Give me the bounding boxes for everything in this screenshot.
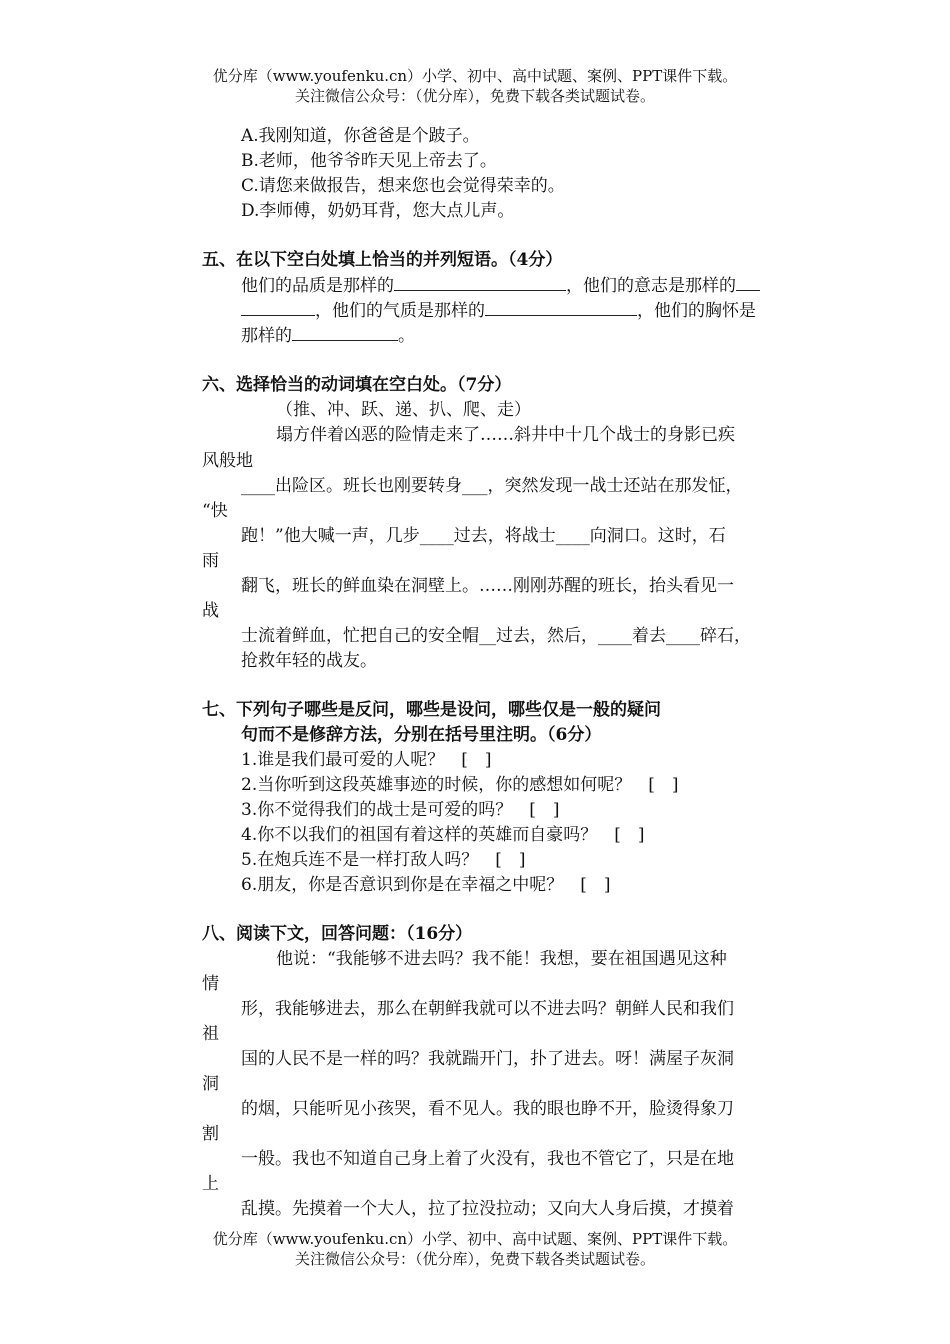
section-7-title-cont: 句而不是修辞方法，分别在括号里注明。（6分） (241, 725, 602, 745)
s8-wrap-char: 割 (202, 1124, 219, 1144)
s7-question: 4.你不以我们的祖国有着这样的英雄而自豪吗？ [ ] (241, 825, 645, 845)
s6-wrap-char: “快 (202, 501, 228, 521)
s8-passage-line: 乱摸。先摸着一个大人，拉了拉没拉动；又向大人身后摸，才摸着 (241, 1199, 734, 1219)
s5-text: 。 (398, 326, 415, 346)
s6-passage-line: 抢救年轻的战友。 (241, 651, 377, 671)
section-5-title: 五、在以下空白处填上恰当的并列短语。（4分） (202, 250, 563, 270)
fill-blank-2b[interactable] (241, 299, 315, 316)
s6-wrap-char: 战 (202, 601, 219, 621)
s8-wrap-char: 情 (202, 974, 219, 994)
s8-passage-line: 的烟，只能听见小孩哭，看不见人。我的眼也睁不开，脸烫得象刀 (241, 1099, 734, 1119)
s6-passage-line: 翻飞，班长的鲜血染在洞壁上。……刚刚苏醒的班长，抬头看见一 (241, 576, 734, 596)
s7-question: 2.当你听到这段英雄事迹的时候，你的感想如何呢？ [ ] (241, 775, 679, 795)
fill-blank-2a[interactable] (736, 274, 760, 291)
s8-passage-line: 他说：“我能够不进去吗？我不能！我想，要在祖国遇见这种 (276, 949, 727, 969)
fill-blank-1[interactable] (394, 274, 566, 291)
s8-wrap-char: 洞 (202, 1074, 219, 1094)
s5-line-3 (241, 324, 415, 348)
s5-text: ，他们的气质是那样的 (315, 301, 485, 321)
s5-text: ，他们的意志是那样的 (566, 276, 736, 296)
section-6-title: 六、选择恰当的动词填在空白处。（7分） (202, 375, 512, 395)
header-line-1: 优分库（www.youfenku.cn）小学、初中、高中试题、案例、PPT课件下载。 (212, 67, 738, 85)
header-line-2: 关注微信公众号：（优分库），免费下载各类试题试卷。 (294, 87, 655, 105)
option-d: D.李师傅，奶奶耳背，您大点儿声。 (241, 201, 515, 221)
s7-question: 6.朋友，你是否意识到你是在幸福之中呢？ [ ] (241, 875, 611, 895)
s5-text: 那样的 (241, 326, 292, 346)
s6-passage-line: ____出险区。班长也刚要转身___，突然发现一战士还站在那发怔， (241, 476, 743, 496)
s8-passage-line: 国的人民不是一样的吗？我就踹开门，扑了进去。呀！满屋子灰洞 (241, 1049, 734, 1069)
s6-passage-line: 跑！”他大喊一声，几步____过去，将战士____向洞口。这时，石 (241, 526, 726, 546)
s6-verb-options: （推、冲、跃、递、扒、爬、走） (276, 400, 531, 420)
s7-question: 1.谁是我们最可爱的人呢？ [ ] (241, 750, 492, 770)
s8-wrap-char: 祖 (202, 1024, 219, 1044)
s6-wrap-char: 风般地 (202, 451, 253, 471)
footer-line-2: 关注微信公众号：（优分库），免费下载各类试题试卷。 (294, 1250, 655, 1268)
s8-passage-line: 形，我能够进去，那么在朝鲜我就可以不进去吗？朝鲜人民和我们 (241, 999, 734, 1019)
s6-wrap-char: 雨 (202, 551, 219, 571)
s5-line-2 (241, 299, 756, 323)
s5-line-1 (241, 274, 760, 298)
option-a: A.我刚知道，你爸爸是个跛子。 (241, 126, 480, 146)
s5-text: ，他们的胸怀是 (637, 301, 756, 321)
option-c: C.请您来做报告，想来您也会觉得荣幸的。 (241, 176, 565, 196)
s6-passage-line: 塌方伴着凶恶的险情走来了……斜井中十几个战士的身影已疾 (276, 425, 735, 445)
s5-text: 他们的品质是那样的 (241, 276, 394, 296)
option-b: B.老师，他爷爷昨天见上帝去了。 (241, 151, 497, 171)
s7-question: 3.你不觉得我们的战士是可爱的吗？ [ ] (241, 800, 560, 820)
s6-passage-line: 士流着鲜血，忙把自己的安全帽__过去，然后，____着去____碎石， (241, 626, 751, 646)
fill-blank-3[interactable] (485, 299, 637, 316)
s8-passage-line: 一般。我也不知道自己身上着了火没有，我也不管它了，只是在地 (241, 1149, 734, 1169)
section-8-title: 八、阅读下文，回答问题：（16分） (202, 924, 473, 944)
fill-blank-4[interactable] (292, 324, 398, 341)
s7-question: 5.在炮兵连不是一样打敌人吗？ [ ] (241, 850, 526, 870)
s8-wrap-char: 上 (202, 1174, 219, 1194)
section-7-title: 七、下列句子哪些是反问，哪些是设问，哪些仅是一般的疑问 (202, 700, 661, 720)
footer-line-1: 优分库（www.youfenku.cn）小学、初中、高中试题、案例、PPT课件下载。 (212, 1230, 738, 1248)
